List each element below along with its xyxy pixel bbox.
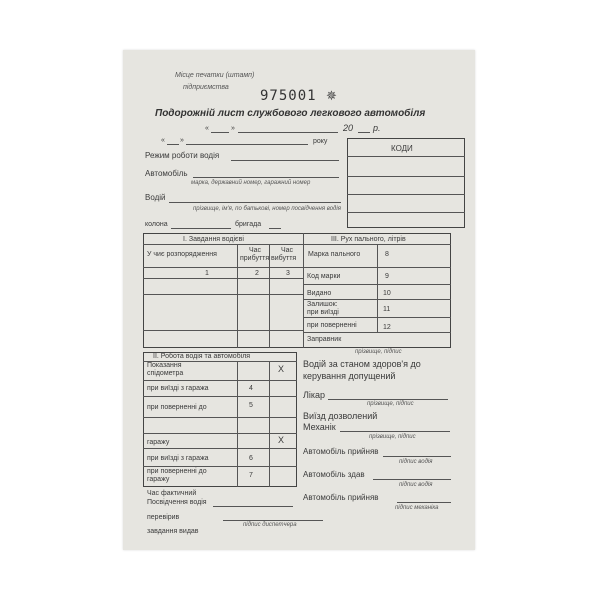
health-label-b: керування допущений xyxy=(303,371,396,381)
work-mode-line xyxy=(231,160,339,161)
work-number-7: 7 xyxy=(249,472,253,479)
dispatcher-sign-hint: підпис диспетчера xyxy=(243,522,297,528)
codes-row-line xyxy=(347,176,465,177)
fuel-col-line xyxy=(377,244,378,332)
period-open-quote: « xyxy=(161,137,165,144)
car-accepted2-line xyxy=(397,502,451,503)
period-close-quote: » xyxy=(180,137,184,144)
garage-x-mark: X xyxy=(278,435,285,445)
enterprise-label: підприємства xyxy=(183,84,229,91)
departure-col-header-a: Час xyxy=(281,247,294,254)
rok-label: року xyxy=(313,138,328,145)
date-month-line xyxy=(238,132,338,133)
refueler-hint: прізвище, підпис xyxy=(355,349,402,355)
car-accepted-line xyxy=(383,456,451,457)
doctor-hint: прізвище, підпис xyxy=(367,401,414,407)
work-mode-label: Режим роботи водія xyxy=(145,151,220,160)
vehicle-hint: марка, державний номер, гаражний номер xyxy=(191,180,311,186)
exit-allowed-label: Виїзд дозволений xyxy=(303,411,378,421)
dispatch-col-header: У чиє розпорядження xyxy=(147,251,217,258)
row-line xyxy=(143,330,303,331)
work-row-line xyxy=(143,417,297,418)
column-label: колона xyxy=(145,221,168,228)
garage-label: гаражу xyxy=(147,439,170,446)
row-line xyxy=(143,294,303,295)
arrival-col-header-b: прибуття xyxy=(240,255,270,262)
vehicle-line xyxy=(193,177,339,178)
odometer-label-a: Показання xyxy=(147,362,182,369)
leave-garage2-label: при виїзді з гаража xyxy=(147,455,209,462)
fuel-code-label: Код марки xyxy=(307,273,341,280)
work-row-line xyxy=(143,466,297,467)
col-line xyxy=(237,244,238,348)
col-number-1: 1 xyxy=(205,270,209,277)
fuel-row-line xyxy=(303,284,451,285)
fuel-number-11: 11 xyxy=(383,306,391,313)
section2-title: II. Робота водія та автомобіля xyxy=(153,353,251,360)
col-number-3: 3 xyxy=(286,270,290,277)
fuel-return-label: при поверненні xyxy=(307,322,357,329)
fuel-number-12: 12 xyxy=(383,324,391,331)
driver-sign-hint: підпис водія xyxy=(399,459,433,465)
section3-title: III. Рух пального, літрів xyxy=(331,236,406,243)
work-number-6: 6 xyxy=(249,455,253,462)
codes-row-line xyxy=(347,156,465,157)
fuel-remain-label-a: Залишок: xyxy=(307,301,338,308)
fuel-row-line xyxy=(303,267,451,268)
driver-hint: прізвище, ім'я, по батькові, номер посвідчення водія xyxy=(193,206,341,212)
vehicle-label: Автомобіль xyxy=(145,169,188,178)
work-row-line xyxy=(143,433,297,434)
checked-label: перевірив xyxy=(147,514,180,521)
driver-label: Водій xyxy=(145,193,166,202)
actual-time-label: Час фактичний xyxy=(147,490,197,497)
mechanic-hint: прізвище, підпис xyxy=(369,434,416,440)
period-day-line xyxy=(167,144,179,145)
section1-title: I. Завдання водієві xyxy=(183,236,244,243)
date-open-quote: « xyxy=(205,125,209,132)
brigade-line xyxy=(269,228,281,229)
checked-line xyxy=(223,520,323,521)
odometer-label-b: спідометра xyxy=(147,370,184,377)
mechanic-label: Механік xyxy=(303,422,336,432)
car-handed-line xyxy=(373,479,451,480)
work-row-line xyxy=(143,396,297,397)
fuel-number-10: 10 xyxy=(383,290,391,297)
refueler-label: Заправник xyxy=(307,336,342,343)
serial-number: 975001 xyxy=(260,88,317,104)
doctor-line xyxy=(328,399,448,400)
car-accepted-label: Автомобіль прийняв xyxy=(303,447,379,456)
work-number-5: 5 xyxy=(249,402,253,409)
mechanic-sign-hint: підпис механіка xyxy=(395,505,439,511)
fuel-row-line xyxy=(303,332,451,333)
work-row-line xyxy=(143,448,297,449)
period-month-line xyxy=(186,144,308,145)
work-row-line xyxy=(143,380,297,381)
fuel-remain-label-b: при виїзді xyxy=(307,309,339,316)
license-label: Посвідчення водія xyxy=(147,499,207,506)
codes-row-line xyxy=(347,212,465,213)
fuel-number-9: 9 xyxy=(385,273,389,280)
fuel-brand-label: Марка пального xyxy=(308,251,361,258)
license-line xyxy=(213,506,293,507)
date-day-line xyxy=(211,132,229,133)
odometer-x-mark: X xyxy=(278,364,285,374)
departure-col-header-b: вибуття xyxy=(271,255,297,262)
leave-garage-label: при виїзді з гаража xyxy=(147,385,209,392)
driver-sign-hint-2: підпис водія xyxy=(399,482,433,488)
fuel-row-line xyxy=(303,317,451,318)
health-label-a: Водій за станом здоров'я до xyxy=(303,359,421,369)
return-garage-label: при поверненні до xyxy=(147,404,207,411)
arrival-col-header-a: Час xyxy=(249,247,262,254)
row-line xyxy=(143,267,303,268)
codes-row-line xyxy=(347,194,465,195)
waybill-sheet xyxy=(123,50,475,550)
codes-label: КОДИ xyxy=(391,144,413,153)
col-number-2: 2 xyxy=(255,270,259,277)
car-accepted2-label: Автомобіль прийняв xyxy=(303,493,379,502)
task-issue-label: завдання видав xyxy=(147,528,199,535)
mechanic-line xyxy=(340,431,450,432)
doctor-label: Лікар xyxy=(303,390,326,400)
year-suffix: р. xyxy=(373,123,381,133)
fuel-number-8: 8 xyxy=(385,251,389,258)
column-line xyxy=(171,228,231,229)
brigade-label: бригада xyxy=(235,221,262,228)
car-handed-label: Автомобіль здав xyxy=(303,470,365,479)
driver-line xyxy=(169,202,341,203)
document-title: Подорожній лист службового легкового автомобіля xyxy=(155,108,426,119)
fuel-row-line xyxy=(303,299,451,300)
year-prefix: 20 xyxy=(343,123,354,133)
table-header-line xyxy=(143,244,451,245)
stamp-place-label: Місце печатки (штамп) xyxy=(175,72,255,79)
date-close-quote: » xyxy=(231,125,235,132)
row-line xyxy=(143,278,303,279)
return-garage2-label-a: при поверненні до xyxy=(147,468,207,475)
work-number-4: 4 xyxy=(249,385,253,392)
star-icon: ✵ xyxy=(326,88,337,103)
year-line xyxy=(358,132,370,133)
section-divider xyxy=(303,233,304,348)
fuel-issued-label: Видано xyxy=(307,290,332,297)
return-garage2-label-b: гаражу xyxy=(147,476,170,483)
